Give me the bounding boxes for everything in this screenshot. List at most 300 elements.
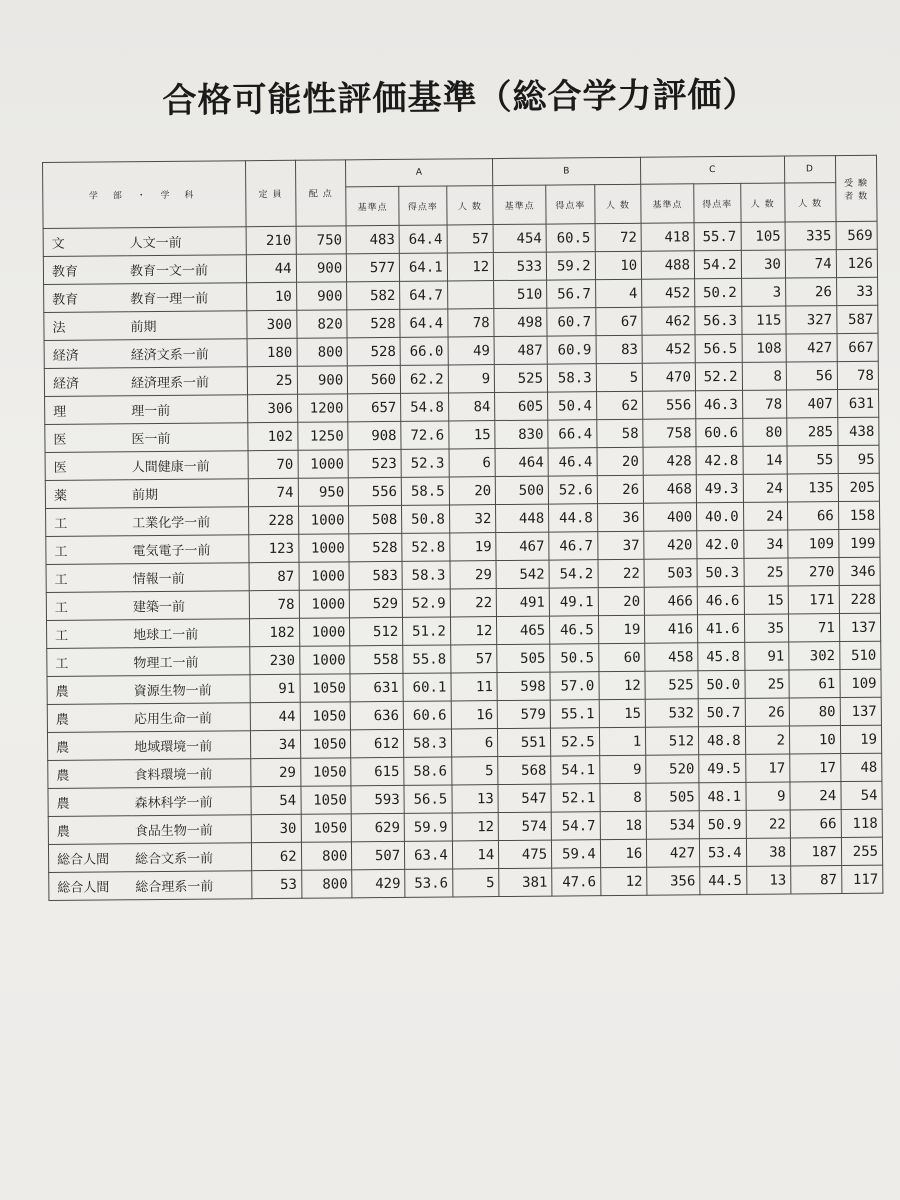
b-kijunten-cell: 475	[499, 840, 552, 868]
table-body	[43, 221, 883, 900]
teiin-cell: 44	[250, 702, 300, 730]
a-kijunten-cell: 529	[350, 589, 403, 617]
jukensha-cell: 199	[838, 529, 880, 557]
haiten-cell: 1050	[300, 730, 351, 758]
c-ninzu-cell: 108	[742, 334, 787, 362]
b-tokutenritsu-cell: 60.7	[547, 308, 596, 336]
c-ninzu-cell: 3	[741, 278, 786, 306]
header-c-ninzu: 人 数	[740, 183, 785, 222]
d-ninzu-cell: 407	[786, 390, 837, 418]
b-ninzu-cell: 36	[597, 503, 644, 531]
b-tokutenritsu-cell: 57.0	[550, 672, 599, 700]
haiten-cell: 1250	[297, 422, 348, 450]
a-ninzu-cell: 20	[449, 477, 496, 505]
c-tokutenritsu-cell: 44.5	[700, 866, 747, 894]
faculty-cell: 医	[45, 424, 130, 453]
department-cell: 食品生物一前	[133, 815, 252, 844]
b-ninzu-cell: 83	[596, 335, 643, 363]
haiten-cell: 800	[301, 842, 352, 870]
teiin-cell: 78	[249, 590, 299, 618]
department-cell: 資源生物一前	[132, 675, 251, 704]
header-jukensha-line2: 者 数	[844, 191, 869, 202]
c-kijunten-cell: 452	[642, 335, 695, 363]
a-tokutenritsu-cell: 56.5	[404, 785, 452, 813]
b-tokutenritsu-cell: 52.5	[551, 728, 600, 756]
header-b-tokutenritsu: 得点率	[546, 185, 595, 224]
c-ninzu-cell: 8	[742, 362, 787, 390]
c-kijunten-cell: 418	[641, 223, 694, 251]
a-tokutenritsu-cell: 63.4	[405, 841, 453, 869]
a-ninzu-cell: 57	[447, 225, 494, 253]
c-kijunten-cell: 512	[646, 727, 699, 755]
a-ninzu-cell: 84	[448, 393, 495, 421]
b-kijunten-cell: 525	[495, 364, 548, 392]
faculty-cell: 農	[48, 760, 133, 789]
d-ninzu-cell: 109	[788, 530, 839, 558]
a-kijunten-cell: 908	[348, 421, 401, 449]
b-kijunten-cell: 568	[498, 756, 551, 784]
c-tokutenritsu-cell: 54.2	[694, 250, 741, 278]
jukensha-cell: 569	[836, 221, 878, 249]
c-ninzu-cell: 22	[746, 810, 791, 838]
a-kijunten-cell: 612	[351, 729, 404, 757]
faculty-cell: 農	[48, 816, 133, 845]
a-ninzu-cell: 9	[448, 365, 495, 393]
a-kijunten-cell: 582	[347, 281, 400, 309]
teiin-cell: 54	[251, 786, 301, 814]
c-tokutenritsu-cell: 60.6	[696, 418, 743, 446]
c-tokutenritsu-cell: 50.7	[698, 698, 745, 726]
c-kijunten-cell: 356	[647, 867, 700, 895]
a-ninzu-cell: 29	[450, 561, 497, 589]
c-kijunten-cell: 520	[646, 755, 699, 783]
b-kijunten-cell: 487	[494, 336, 547, 364]
header-b-ninzu: 人 数	[594, 184, 641, 223]
a-ninzu-cell: 6	[451, 729, 498, 757]
c-kijunten-cell: 452	[642, 279, 695, 307]
haiten-cell: 1000	[298, 450, 349, 478]
department-cell: 人間健康一前	[130, 451, 249, 480]
jukensha-cell: 137	[840, 697, 882, 725]
haiten-cell: 1000	[298, 506, 349, 534]
d-ninzu-cell: 171	[788, 586, 839, 614]
b-ninzu-cell: 72	[595, 223, 642, 251]
c-kijunten-cell: 420	[644, 531, 697, 559]
a-kijunten-cell: 558	[350, 645, 403, 673]
faculty-cell: 文	[43, 228, 128, 257]
department-cell: 森林科学一前	[133, 787, 252, 816]
a-tokutenritsu-cell: 58.3	[404, 729, 452, 757]
jukensha-cell: 33	[836, 277, 878, 305]
haiten-cell: 1050	[301, 814, 352, 842]
faculty-cell: 医	[45, 452, 130, 481]
c-ninzu-cell: 78	[742, 390, 787, 418]
a-ninzu-cell: 14	[452, 841, 499, 869]
haiten-cell: 820	[296, 310, 347, 338]
a-tokutenritsu-cell: 66.0	[400, 337, 448, 365]
c-tokutenritsu-cell: 40.0	[697, 502, 744, 530]
b-tokutenritsu-cell: 58.3	[547, 364, 596, 392]
header-dept: 学 部 ・ 学 科	[43, 161, 247, 229]
jukensha-cell: 126	[836, 249, 878, 277]
b-kijunten-cell: 574	[498, 812, 551, 840]
a-ninzu-cell: 32	[449, 505, 496, 533]
c-ninzu-cell: 91	[744, 642, 789, 670]
c-kijunten-cell: 428	[643, 447, 696, 475]
teiin-cell: 29	[251, 758, 301, 786]
b-ninzu-cell: 12	[600, 867, 647, 895]
jukensha-cell: 118	[841, 809, 883, 837]
a-tokutenritsu-cell: 64.4	[400, 309, 448, 337]
faculty-cell: 薬	[45, 480, 130, 509]
b-kijunten-cell: 551	[498, 728, 551, 756]
header-c-kijunten: 基準点	[641, 184, 694, 223]
teiin-cell: 306	[247, 394, 297, 422]
teiin-cell: 91	[250, 674, 300, 702]
a-ninzu-cell: 11	[451, 673, 498, 701]
teiin-cell: 53	[252, 870, 302, 898]
c-kijunten-cell: 534	[646, 811, 699, 839]
d-ninzu-cell: 10	[789, 726, 840, 754]
a-tokutenritsu-cell: 53.6	[405, 869, 453, 897]
a-kijunten-cell: 636	[351, 701, 404, 729]
header-group-a: A	[346, 159, 493, 187]
department-cell: 医一前	[129, 423, 248, 452]
b-ninzu-cell: 4	[595, 279, 642, 307]
d-ninzu-cell: 285	[787, 418, 838, 446]
d-ninzu-cell: 71	[788, 614, 839, 642]
a-kijunten-cell: 615	[351, 757, 404, 785]
faculty-cell: 工	[47, 620, 132, 649]
department-cell: 経済文系一前	[129, 339, 248, 368]
a-kijunten-cell: 631	[350, 673, 403, 701]
c-ninzu-cell: 9	[746, 782, 791, 810]
haiten-cell: 1200	[297, 394, 348, 422]
department-cell: 情報一前	[131, 563, 250, 592]
a-ninzu-cell: 57	[450, 645, 497, 673]
department-cell: 工業化学一前	[130, 507, 249, 536]
b-tokutenritsu-cell: 54.2	[549, 560, 598, 588]
haiten-cell: 900	[296, 254, 347, 282]
jukensha-cell: 48	[840, 753, 882, 781]
a-tokutenritsu-cell: 59.9	[404, 813, 452, 841]
b-kijunten-cell: 498	[494, 308, 547, 336]
a-tokutenritsu-cell: 51.2	[403, 617, 451, 645]
b-ninzu-cell: 37	[597, 531, 644, 559]
d-ninzu-cell: 61	[789, 670, 840, 698]
haiten-cell: 900	[296, 282, 347, 310]
b-kijunten-cell: 605	[495, 392, 548, 420]
d-ninzu-cell: 270	[788, 558, 839, 586]
a-ninzu-cell: 12	[452, 813, 499, 841]
haiten-cell: 1000	[298, 534, 349, 562]
c-ninzu-cell: 13	[746, 866, 791, 894]
jukensha-cell: 117	[841, 865, 883, 893]
teiin-cell: 230	[250, 646, 300, 674]
c-tokutenritsu-cell: 42.8	[696, 446, 743, 474]
a-kijunten-cell: 528	[347, 309, 400, 337]
teiin-cell: 87	[249, 562, 299, 590]
c-ninzu-cell: 25	[745, 670, 790, 698]
b-ninzu-cell: 16	[600, 839, 647, 867]
b-tokutenritsu-cell: 60.9	[547, 336, 596, 364]
c-kijunten-cell: 758	[643, 419, 696, 447]
faculty-cell: 総合人間	[48, 844, 133, 873]
b-tokutenritsu-cell: 46.7	[549, 532, 598, 560]
b-kijunten-cell: 542	[496, 560, 549, 588]
teiin-cell: 182	[249, 618, 299, 646]
department-cell: 経済理系一前	[129, 367, 248, 396]
haiten-cell: 1000	[299, 590, 350, 618]
department-cell: 地球工一前	[131, 619, 250, 648]
teiin-cell: 25	[247, 366, 297, 394]
c-kijunten-cell: 488	[642, 251, 695, 279]
b-tokutenritsu-cell: 50.4	[548, 392, 597, 420]
a-ninzu-cell: 49	[448, 337, 495, 365]
c-ninzu-cell: 38	[746, 838, 791, 866]
jukensha-cell: 510	[839, 641, 881, 669]
teiin-cell: 180	[247, 338, 297, 366]
c-tokutenritsu-cell: 50.2	[695, 278, 742, 306]
d-ninzu-cell: 56	[786, 362, 837, 390]
department-cell: 電気電子一前	[130, 535, 249, 564]
department-cell: 建築一前	[131, 591, 250, 620]
c-ninzu-cell: 15	[744, 586, 789, 614]
header-a-ninzu: 人 数	[446, 186, 493, 225]
haiten-cell: 1050	[300, 674, 351, 702]
faculty-cell: 教育	[43, 256, 128, 285]
jukensha-cell: 346	[839, 557, 881, 585]
header-c-tokutenritsu: 得点率	[694, 183, 741, 222]
jukensha-cell: 438	[837, 417, 879, 445]
haiten-cell: 1050	[300, 758, 351, 786]
b-kijunten-cell: 579	[497, 700, 550, 728]
department-cell: 食料環境一前	[132, 759, 251, 788]
haiten-cell: 1050	[301, 786, 352, 814]
department-cell: 前期	[128, 311, 247, 340]
d-ninzu-cell: 66	[790, 810, 841, 838]
c-tokutenritsu-cell: 50.0	[698, 670, 745, 698]
a-kijunten-cell: 528	[349, 533, 402, 561]
a-kijunten-cell: 523	[348, 449, 401, 477]
c-ninzu-cell: 2	[745, 726, 790, 754]
a-tokutenritsu-cell: 55.8	[403, 645, 451, 673]
b-tokutenritsu-cell: 54.1	[551, 756, 600, 784]
a-ninzu-cell: 5	[452, 869, 499, 897]
b-kijunten-cell: 510	[494, 280, 547, 308]
c-tokutenritsu-cell: 56.3	[695, 306, 742, 334]
d-ninzu-cell: 87	[791, 866, 842, 894]
b-tokutenritsu-cell: 56.7	[547, 280, 596, 308]
b-kijunten-cell: 448	[496, 504, 549, 532]
faculty-cell: 総合人間	[49, 872, 134, 901]
c-tokutenritsu-cell: 46.3	[696, 390, 743, 418]
a-kijunten-cell: 560	[348, 365, 401, 393]
faculty-cell: 工	[46, 592, 131, 621]
jukensha-cell: 54	[841, 781, 883, 809]
c-tokutenritsu-cell: 50.9	[699, 810, 746, 838]
teiin-cell: 30	[251, 814, 301, 842]
b-kijunten-cell: 465	[497, 616, 550, 644]
b-ninzu-cell: 62	[596, 391, 643, 419]
header-jukensha	[835, 155, 877, 221]
a-tokutenritsu-cell: 60.1	[403, 673, 451, 701]
jukensha-cell: 95	[838, 445, 880, 473]
teiin-cell: 300	[247, 310, 297, 338]
a-kijunten-cell: 508	[349, 505, 402, 533]
c-tokutenritsu-cell: 45.8	[698, 642, 745, 670]
teiin-cell: 102	[248, 422, 298, 450]
a-tokutenritsu-cell: 64.1	[399, 253, 447, 281]
a-kijunten-cell: 593	[351, 785, 404, 813]
department-cell: 教育一文一前	[128, 255, 247, 284]
teiin-cell: 123	[249, 534, 299, 562]
faculty-cell: 経済	[44, 340, 129, 369]
faculty-cell: 農	[48, 788, 133, 817]
haiten-cell: 1000	[299, 618, 350, 646]
faculty-cell: 工	[47, 648, 132, 677]
c-tokutenritsu-cell: 52.2	[695, 362, 742, 390]
a-tokutenritsu-cell: 64.4	[399, 225, 447, 253]
c-ninzu-cell: 26	[745, 698, 790, 726]
department-cell: 総合理系一前	[133, 871, 252, 900]
a-tokutenritsu-cell: 60.6	[403, 701, 451, 729]
c-ninzu-cell: 105	[741, 222, 786, 250]
a-kijunten-cell: 483	[346, 225, 399, 253]
haiten-cell: 1000	[299, 646, 350, 674]
c-tokutenritsu-cell: 46.6	[697, 586, 744, 614]
c-kijunten-cell: 556	[643, 391, 696, 419]
b-ninzu-cell: 10	[595, 251, 642, 279]
department-cell: 応用生命一前	[132, 703, 251, 732]
b-kijunten-cell: 464	[495, 448, 548, 476]
table-container	[42, 155, 883, 901]
haiten-cell: 800	[297, 338, 348, 366]
faculty-cell: 理	[45, 396, 130, 425]
department-cell: 人文一前	[128, 227, 247, 256]
c-tokutenritsu-cell: 41.6	[698, 614, 745, 642]
d-ninzu-cell: 17	[790, 754, 841, 782]
b-ninzu-cell: 67	[595, 307, 642, 335]
b-kijunten-cell: 467	[496, 532, 549, 560]
c-ninzu-cell: 115	[741, 306, 786, 334]
b-tokutenritsu-cell: 59.4	[552, 840, 601, 868]
c-kijunten-cell: 466	[644, 587, 697, 615]
department-cell: 地域環境一前	[132, 731, 251, 760]
haiten-cell: 1050	[300, 702, 351, 730]
c-tokutenritsu-cell: 55.7	[694, 222, 741, 250]
b-ninzu-cell: 20	[597, 447, 644, 475]
d-ninzu-cell: 427	[786, 334, 837, 362]
a-ninzu-cell: 22	[450, 589, 497, 617]
b-kijunten-cell: 500	[496, 476, 549, 504]
b-tokutenritsu-cell: 46.4	[548, 448, 597, 476]
b-ninzu-cell: 12	[599, 671, 646, 699]
jukensha-cell: 205	[838, 473, 880, 501]
a-ninzu-cell	[447, 281, 494, 309]
haiten-cell: 1000	[299, 562, 350, 590]
teiin-cell: 62	[251, 842, 301, 870]
c-kijunten-cell: 468	[643, 475, 696, 503]
c-tokutenritsu-cell: 49.5	[699, 754, 746, 782]
c-ninzu-cell: 35	[744, 614, 789, 642]
c-ninzu-cell: 17	[745, 754, 790, 782]
b-ninzu-cell: 60	[598, 643, 645, 671]
b-tokutenritsu-cell: 66.4	[548, 420, 597, 448]
a-kijunten-cell: 577	[347, 253, 400, 281]
c-tokutenritsu-cell: 48.1	[699, 782, 746, 810]
header-group-c: C	[641, 156, 785, 184]
jukensha-cell: 19	[840, 725, 882, 753]
a-kijunten-cell: 528	[347, 337, 400, 365]
b-ninzu-cell: 22	[598, 559, 645, 587]
b-tokutenritsu-cell: 47.6	[552, 868, 601, 896]
table-row	[49, 865, 883, 900]
b-ninzu-cell: 8	[600, 783, 647, 811]
haiten-cell: 750	[296, 226, 347, 254]
evaluation-table	[42, 155, 883, 901]
b-ninzu-cell: 26	[597, 475, 644, 503]
header-group-d: D	[784, 156, 835, 183]
c-tokutenritsu-cell: 53.4	[700, 838, 747, 866]
a-ninzu-cell: 12	[450, 617, 497, 645]
b-tokutenritsu-cell: 55.1	[550, 700, 599, 728]
b-kijunten-cell: 598	[497, 672, 550, 700]
d-ninzu-cell: 26	[786, 278, 837, 306]
b-ninzu-cell: 58	[596, 419, 643, 447]
a-tokutenritsu-cell: 52.8	[402, 533, 450, 561]
b-ninzu-cell: 15	[599, 699, 646, 727]
faculty-cell: 法	[44, 312, 129, 341]
header-teiin: 定 員	[245, 160, 295, 226]
a-tokutenritsu-cell: 54.8	[401, 393, 449, 421]
a-kijunten-cell: 556	[349, 477, 402, 505]
faculty-cell: 経済	[44, 368, 129, 397]
a-kijunten-cell: 512	[350, 617, 403, 645]
b-tokutenritsu-cell: 54.7	[551, 812, 600, 840]
a-ninzu-cell: 16	[451, 701, 498, 729]
a-ninzu-cell: 5	[451, 757, 498, 785]
faculty-cell: 工	[46, 564, 131, 593]
c-kijunten-cell: 462	[642, 307, 695, 335]
page-title: 合格可能性評価基準（総合学力評価）	[162, 74, 758, 122]
b-tokutenritsu-cell: 44.8	[549, 504, 598, 532]
teiin-cell: 228	[248, 506, 298, 534]
b-tokutenritsu-cell: 49.1	[549, 588, 598, 616]
teiin-cell: 70	[248, 450, 298, 478]
jukensha-cell: 137	[839, 613, 881, 641]
d-ninzu-cell: 335	[785, 222, 836, 250]
d-ninzu-cell: 187	[790, 838, 841, 866]
department-cell: 総合文系一前	[133, 843, 252, 872]
c-kijunten-cell: 532	[645, 699, 698, 727]
a-ninzu-cell: 13	[452, 785, 499, 813]
b-tokutenritsu-cell: 50.5	[550, 644, 599, 672]
jukensha-cell: 109	[840, 669, 882, 697]
b-kijunten-cell: 830	[495, 420, 548, 448]
a-tokutenritsu-cell: 64.7	[400, 281, 448, 309]
teiin-cell: 210	[246, 226, 296, 254]
d-ninzu-cell: 135	[787, 474, 838, 502]
d-ninzu-cell: 74	[785, 250, 836, 278]
b-ninzu-cell: 5	[596, 363, 643, 391]
c-ninzu-cell: 14	[743, 446, 788, 474]
a-tokutenritsu-cell: 58.3	[402, 561, 450, 589]
c-ninzu-cell: 24	[743, 502, 788, 530]
faculty-cell: 工	[46, 508, 131, 537]
jukensha-cell: 667	[837, 333, 879, 361]
c-ninzu-cell: 34	[743, 530, 788, 558]
